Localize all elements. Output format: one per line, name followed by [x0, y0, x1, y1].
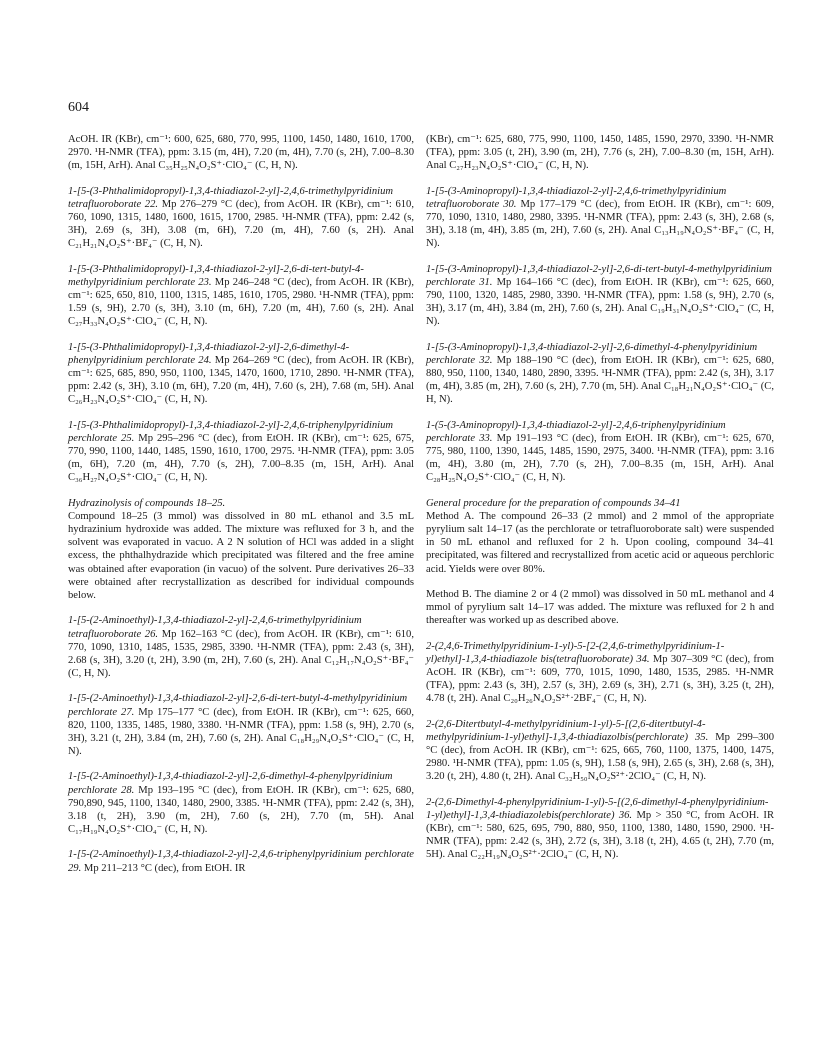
paragraph-body: Mp 264–269 °C (dec), from AcOH. IR (KBr), cm⁻¹: 625, 685, 890, 950, 1100, 1345, 1470, 1600, 1710, 2890. ¹H-NMR (TFA), ppm: 2.42 (s, 3H), 3.10 (m, 6H), 7.20 (m, 4H), 7.60 (s, 2H), 7.68 (m, 5H). Anal C₂₆H₂₃N₄O₂S⁺·ClO₄⁻ (C, H, N).	[68, 354, 414, 406]
compound-title: 1-[5-(3-Aminopropyl)-1,3,4-thiadiazol-2-yl]-2,6-di-tert-butyl-4-methylpyridinium perchlorate 31.	[426, 263, 772, 288]
paragraph-body: Mp > 350 °C, from AcOH. IR (KBr), cm⁻¹: 580, 625, 695, 790, 880, 950, 1100, 1380, 1480, 1590, 2900. ¹H-NMR (TFA), ppm: 2.42 (s, 3H), 2.72 (s, 3H), 3.18 (t, 2H), 4.65 (t, 2H), 7.70 (m, 5H). Anal C₂₂H₁₉N₄O₂S²⁺·2ClO₄⁻ (C, H, N).	[426, 809, 775, 861]
compound-title: 1-[5-(2-Aminoethyl)-1,3,4-thiadiazol-2-yl]-2,4,6-trimethylpyridinium tetrafluoroborate 26.	[68, 615, 362, 640]
paragraph	[426, 640, 774, 706]
compound-title: 1-[5-(3-Aminopropyl)-1,3,4-thiadiazol-2-yl]-2,6-dimethyl-4-phenylpyridinium perchlorate 32.	[426, 341, 758, 366]
paragraph-body: Method A. The compound 26–33 (2 mmol) and 2 mmol of the appropriate pyrylium salt 14–17 (as the perchlorate or tetrafluoroborate salt) were suspended in 50 mL ethanol and refluxed for 2 h. Upon cooling, compound 34–41 precipitated, was filtered and recrystallized from acetic acid or aqueous perchloric acid. Yields were over 80%.	[426, 510, 774, 575]
page-number: 604	[68, 100, 89, 115]
compound-title: 1-(5-(3-Aminopropyl)-1,3,4-thiadiazol-2-yl]-2,4,6-triphenylpyridinium perchlorate 33.	[426, 419, 726, 444]
section-heading: General procedure for the preparation of compounds 34–41	[426, 497, 681, 509]
paragraph-body: Mp 295–296 °C (dec), from EtOH. IR (KBr), cm⁻¹: 625, 675, 770, 990, 1100, 1440, 1485, 1590, 1610, 1700, 2975. ¹H-NMR (TFA), ppm: 3.05 (m, 6H), 7.20 (m, 4H), 7.70 (s, 2H), 7.00–8.35 (m, 15H, ArH). Anal C₃₆H₂₇N₄O₂S⁺·ClO₄⁻ (C, H, N).	[68, 432, 414, 484]
paragraph	[426, 185, 774, 251]
paragraph-body: Mp 246–248 °C (dec), from AcOH. IR (KBr), cm⁻¹: 625, 650, 810, 1100, 1315, 1485, 1610, 1705, 2980. ¹H-NMR (TFA), ppm: 1.59 (s, 9H), 2.70 (s, 3H), 3.10 (m, 6H), 7.20 (m, 4H), 7.60 (s, 2H). Anal C₂₇H₃₃N₄O₂S⁺·ClO₄⁻ (C, H, N).	[68, 276, 414, 328]
compound-title: 2-(2,6-Dimethyl-4-phenylpyridinium-1-yl)-5-[(2,6-dimethyl-4-phenylpyridinium-1-yl)ethyl]-1,3,4-thiadiazolebis(perchlorate) 36.	[426, 796, 769, 821]
paragraph-body: Mp 191–193 °C (dec), from EtOH. IR (KBr), cm⁻¹: 625, 670, 775, 980, 1100, 1390, 1445, 1485, 1590, 2975, 3400. ¹H-NMR (TFA), ppm: 3.16 (m, 4H), 3.80 (m, 2H), 7.70 (s, 2H), 7.00–8.35 (m, 15H, ArH). Anal C₂₈H₂₅N₄O₂S⁺·ClO₄⁻ (C, H, N).	[426, 432, 774, 484]
paragraph-body: Mp 193–195 °C (dec), from EtOH. IR (KBr), cm⁻¹: 625, 680, 790,890, 945, 1100, 1340, 1480, 2900, 3385. ¹H-NMR (TFA), ppm: 2.42 (s, 3H), 3.18 (t, 2H), 3.90 (m, 2H), 7.60 (s, 2H), 7.70 (m, 5H). Anal C₁₇H₁₉N₄O₂S⁺·ClO₄⁻ (C, H, N).	[68, 784, 414, 836]
paragraph	[426, 497, 774, 576]
compound-title: 1-[5-(3-Phthalimidopropyl)-1,3,4-thiadiazol-2-yl]-2,4,6-trimethylpyridinium tetrafluoroborate 22.	[68, 185, 394, 210]
paragraph-body: Mp 162–163 °C (dec), from AcOH. IR (KBr), cm⁻¹: 610, 770, 1090, 1310, 1485, 1535, 2985, 3390. ¹H-NMR (TFA), ppm: 2.43 (s, 3H), 2.68 (s, 3H), 3.20 (t, 2H), 3.90 (m, 2H), 7.60 (s, 2H). Anal C₁₂H₁₇N₄O₂S⁺·BF₄⁻ (C, H, N).	[68, 628, 414, 680]
paragraph	[68, 692, 414, 758]
paragraph-body: Compound 18–25 (3 mmol) was dissolved in 80 mL ethanol and 3.5 mL hydrazinium hydroxide was added. The mixture was refluxed for 3 h, and the solvent was evaporated in vacuo. A 2 N solution of HCl was added in a slight excess, the phthalhydrazide which precipitated was filtered and the free amine was obtained after evaporation (in vacuo) of the solvent. Pure derivatives 26–33 were obtained after recrystallization as described for individual compounds below.	[68, 510, 414, 602]
paragraph	[68, 341, 414, 407]
compound-title: 2-(2,6-Ditertbutyl-4-methylpyridinium-1-yl)-5-[(2,6-ditertbutyl-4-methylpyridinium-1-yl)ethyl]-1,3,4-thiadiazolbis(perchlorate) 35.	[426, 718, 709, 743]
paragraph	[426, 419, 774, 485]
paragraph-body: Method B. The diamine 2 or 4 (2 mmol) was dissolved in 50 mL methanol and 4 mmol of pyrylium salt 14–17 was added. The mixture was refluxed for 2 h and thereafter was worked up as described above.	[426, 588, 774, 627]
paragraph-body: Mp 211–213 °C (dec), from EtOH. IR	[81, 862, 246, 874]
paragraph	[68, 497, 414, 603]
paragraph-body: Mp 307–309 °C (dec), from AcOH. IR (KBr), cm⁻¹: 609, 770, 1015, 1090, 1480, 1535, 2985. ¹H-NMR (TFA), ppm: 2.43 (s, 3H), 2.57 (s, 3H), 2.69 (s, 3H), 2.71 (s, 3H), 3.25 (t, 2H), 4.78 (t, 2H). Anal C₂₀H₂₆N₄O₂S²⁺·2BF₄⁻ (C, H, N).	[426, 653, 774, 705]
compound-title: 1-[5-(2-Aminoethyl)-1,3,4-thiadiazol-2-yl]-2,6-di-tert-butyl-4-methylpyridinium perchlorate 27.	[68, 693, 408, 718]
paragraph	[68, 419, 414, 485]
paragraph-body: Mp 175–177 °C (dec), from EtOH. IR (KBr), cm⁻¹: 625, 660, 820, 1100, 1335, 1485, 1980, 3380. ¹H-NMR (TFA), ppm: 1.58 (s, 9H), 2.70 (s, 3H), 3.21 (t, 2H), 3.84 (m, 2H), 7.60 (s, 2H). Anal C₁₈H₂₉N₄O₂S⁺·ClO₄⁻ (C, H, N).	[68, 706, 414, 758]
section-heading: Hydrazinolysis of compounds 18–25.	[68, 497, 226, 509]
compound-title: 1-[5-(2-Aminoethyl)-1,3,4-thiadiazol-2-yl]-2,4,6-triphenylpyridinium perchlorate 29.	[68, 849, 414, 874]
paragraph	[68, 848, 414, 874]
paragraph	[426, 263, 774, 329]
paragraph-body: Mp 164–166 °C (dec), from EtOH. IR (KBr), cm⁻¹: 625, 660, 790, 1100, 1320, 1485, 2980, 3390. ¹H-NMR (TFA), ppm: 1.58 (s, 9H), 2.70 (s, 3H), 3.17 (m, 4H), 3.84 (m, 2H), 7.60 (s, 2H). Anal C₁₉H₃₁N₄O₂S⁺·ClO₄⁻ (C, H, N).	[426, 276, 774, 328]
paragraph	[68, 185, 414, 251]
paragraph	[68, 614, 414, 680]
paragraph	[426, 588, 774, 628]
paragraph-body: Mp 188–190 °C (dec), from EtOH. IR (KBr), cm⁻¹: 625, 680, 880, 950, 1100, 1340, 1480, 2890, 3395. ¹H-NMR (TFA), ppm: 2.42 (s, 3H), 3.17 (m, 4H), 3.85 (m, 2H), 7.60 (s, 2H), 7.70 (m, 5H). Anal C₁₈H₂₁N₄O₂S⁺·ClO₄⁻ (C, H, N).	[426, 354, 774, 406]
compound-title: 2-(2,4,6-Trimethylpyridinium-1-yl)-5-[2-(2,4,6-trimethylpyridinium-1-yl)ethyl]-1,3,4-thiadiazole bis(tetrafluoroborate) 34.	[426, 640, 725, 665]
compound-title: 1-[5-(2-Aminoethyl)-1,3,4-thiadiazol-2-yl]-2,6-dimethyl-4-phenylpyridinium perchlorate 28.	[68, 771, 393, 796]
paragraph-body: Mp 299–300 °C (dec), from AcOH. IR (KBr), cm⁻¹: 625, 665, 760, 1100, 1375, 1400, 1475, 2980. ¹H-NMR (TFA), ppm: 1.05 (s, 9H), 1.58 (s, 9H), 2.65 (s, 3H), 2.68 (s, 3H), 3.20 (t, 2H), 4.80 (t, 2H). Anal C₃₂H₅₀N₄O₂S²⁺·2ClO₄⁻ (C, H, N).	[426, 731, 775, 783]
paragraph	[68, 133, 414, 173]
paragraph-body: AcOH. IR (KBr), cm⁻¹: 600, 625, 680, 770, 995, 1100, 1450, 1480, 1610, 1700, 2970. ¹H-NMR (TFA), ppm: 3.15 (m, 4H), 7.20 (m, 4H), 7.70 (s, 2H), 7.00–8.30 (m, 15H, ArH). Anal C₃₅H₂₅N₄O₂S⁺·ClO₄⁻ (C, H, N).	[68, 134, 414, 172]
compound-title: 1-[5-(3-Phthalimidopropyl)-1,3,4-thiadiazol-2-yl]-2,4,6-triphenylpyridinium perchlorate 25.	[68, 419, 394, 444]
paragraph-body: (KBr), cm⁻¹: 625, 680, 775, 990, 1100, 1450, 1485, 1590, 2970, 3390. ¹H-NMR (TFA), ppm: 3.05 (t, 2H), 3.90 (m, 2H), 7.76 (s, 2H), 7.00–8.30 (m, 15H, ArH). Anal C₂₇H₂₃N₄O₂S⁺·ClO₄⁻ (C, H, N).	[426, 134, 774, 172]
paragraph	[426, 133, 774, 173]
compound-title: 1-[5-(3-Phthalimidopropyl)-1,3,4-thiadiazol-2-yl]-2,6-di-tert-butyl-4-methylpyridinium perchlorate 23.	[68, 263, 364, 288]
paragraph-body: Mp 177–179 °C (dec), from EtOH. IR (KBr), cm⁻¹: 609, 770, 1090, 1310, 1480, 2980, 3395. ¹H-NMR (TFA), ppm: 2.43 (s, 3H), 2.68 (s, 3H), 3.18 (m, 4H), 3.85 (m, 2H), 7.60 (s, 2H). Anal C₁₃H₁₉N₄O₂S⁺·BF₄⁻ (C, H, N).	[426, 198, 774, 250]
right-column	[426, 133, 774, 874]
paragraph	[68, 263, 414, 329]
paragraph-body: Mp 276–279 °C (dec), from AcOH. IR (KBr), cm⁻¹: 610, 760, 1090, 1315, 1480, 1600, 1615, 1700, 2985. ¹H-NMR (TFA), ppm: 2.42 (s, 3H), 2.69 (s, 3H), 3.08 (m, 6H), 7.20 (m, 4H), 7.60 (s, 2H). Anal C₂₁H₂₁N₄O₂S⁺·BF₄⁻ (C, H, N).	[68, 198, 414, 250]
paragraph	[426, 718, 774, 784]
paragraph	[68, 770, 414, 836]
left-column	[68, 133, 414, 887]
compound-title: 1-[5-(3-Aminopropyl)-1,3,4-thiadiazol-2-yl]-2,4,6-trimethylpyridinium tetrafluoroborate 30.	[426, 185, 727, 210]
paragraph	[426, 796, 774, 862]
paragraph	[426, 341, 774, 407]
compound-title: 1-[5-(3-Phthalimidopropyl)-1,3,4-thiadiazol-2-yl]-2,6-dimethyl-4-phenylpyridinium perchlorate 24.	[68, 341, 350, 366]
